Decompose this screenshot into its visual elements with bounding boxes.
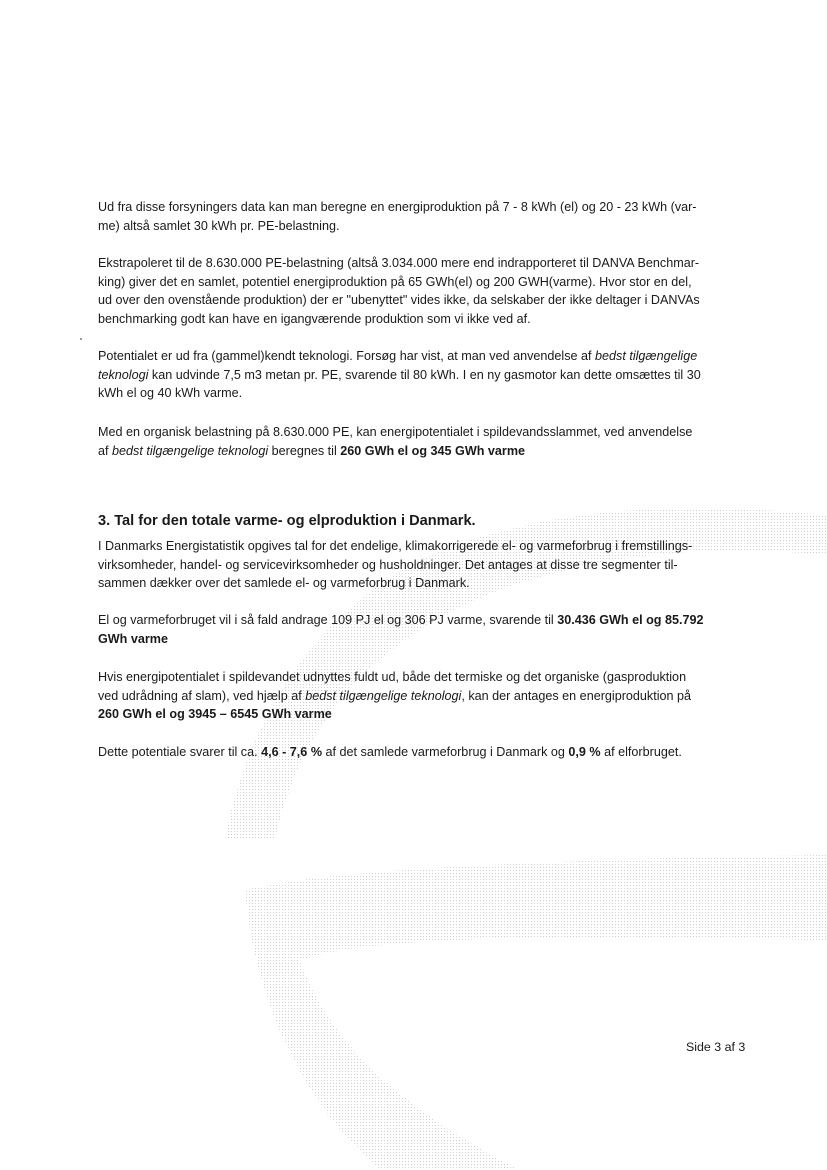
text-run: af det samlede varmeforbrug i Danmark og <box>322 745 569 759</box>
text-line: kWh el og 40 kWh varme. <box>98 386 243 401</box>
text-line <box>98 611 746 630</box>
text-line: king) giver det en samlet, potentiel energiproduktion på 65 GWh(el) og 200 GWH(varme). Hvor stor en del, <box>98 274 692 289</box>
text-line <box>98 687 746 706</box>
paragraph-full-potential <box>98 668 746 724</box>
text-line <box>98 705 746 724</box>
text-run: Potentialet er ud fra (gammel)kendt teknologi. Forsøg har vist, at man ved anvendelse af <box>98 349 596 363</box>
highlight-value: GWh varme <box>98 631 168 646</box>
text-line: benchmarking godt kan have en igangværende produktion som vi ikke ved af. <box>98 311 531 326</box>
scan-mark <box>80 338 82 340</box>
text-run: af elforbruget. <box>600 745 682 759</box>
text-line: Med en organisk belastning på 8.630.000 PE, kan energipotentialet i spildevandsslammet, ved anvendelse <box>98 425 693 439</box>
page-number: Side 3 af 3 <box>686 1040 746 1054</box>
emphasis-text: teknologi <box>98 367 149 382</box>
section-heading: 3. Tal for den totale varme- og elproduktion i Danmark. <box>98 513 476 529</box>
paragraph-consumption <box>98 611 746 648</box>
text-run: , kan der antages en energiproduktion på <box>461 688 692 703</box>
paragraph-technology-potential <box>98 347 746 403</box>
text-run: El og varmeforbruget vil i så fald andrage 109 PJ el og 306 PJ varme, svarende til <box>98 613 558 627</box>
paragraph-energy-statistics <box>98 537 746 593</box>
paragraph-extrapolation <box>98 254 746 328</box>
text-line <box>98 743 746 762</box>
text-line: me) altså samlet 30 kWh pr. PE-belastning. <box>98 218 340 233</box>
emphasis-text: bedst tilgængelige <box>595 349 698 363</box>
text-line: Ekstrapoleret til de 8.630.000 PE-belastning (altså 3.034.000 mere end indrapporteret til DANVA Benchmar- <box>98 256 700 270</box>
text-run: ved udrådning af slam), ved hjælp af <box>98 688 306 703</box>
text-line: Hvis energipotentialet i spildevandet udnyttes fuldt ud, både det termiske og det organiske (gasproduktion <box>98 670 687 684</box>
highlight-value: 30.436 GWh el og 85.792 <box>557 613 704 627</box>
watermark-swoosh-lower <box>245 855 827 1170</box>
highlight-value: 0,9 % <box>568 745 601 759</box>
highlight-value: 4,6 - 7,6 % <box>261 745 323 759</box>
paragraph-energy-calculation <box>98 198 746 235</box>
text-line <box>98 630 746 649</box>
text-line: sammen dækker over det samlede el- og varmeforbrug i Danmark. <box>98 576 470 591</box>
text-run: Dette potentiale svarer til ca. <box>98 745 262 759</box>
paragraph-conclusion <box>98 743 746 762</box>
text-line: ud over den ovenstående produktion) der er "ubenyttet" vides ikke, da selskaber der ikke deltager i DANVAs <box>98 293 700 308</box>
highlight-value: 260 GWh el og 345 GWh varme <box>340 443 526 458</box>
text-run: kan udvinde 7,5 m3 metan pr. PE, svarende til 80 kWh. I en ny gasmotor kan dette omsættes til 30 <box>148 367 701 382</box>
text-run: af <box>98 443 113 458</box>
text-run: beregnes til <box>268 443 341 458</box>
highlight-value: 260 GWh el og 3945 – 6545 GWh varme <box>98 707 332 722</box>
emphasis-text: bedst tilgængelige teknologi <box>112 443 269 458</box>
text-line <box>98 366 746 385</box>
emphasis-text: bedst tilgængelige teknologi <box>305 688 462 703</box>
text-line <box>98 347 746 366</box>
paragraph-organic-load <box>98 423 746 460</box>
text-line <box>98 442 746 461</box>
text-line: I Danmarks Energistatistik opgives tal for det endelige, klimakorrigerede el- og varmeforbrug i fremstillings- <box>98 539 693 553</box>
text-line: Ud fra disse forsyningers data kan man beregne en energiproduktion på 7 - 8 kWh (el) og 20 - 23 kWh (var- <box>98 200 697 214</box>
text-line: virksomheder, handel- og servicevirksomheder og husholdninger. Det antages at disse tre segmenter til- <box>98 557 678 572</box>
